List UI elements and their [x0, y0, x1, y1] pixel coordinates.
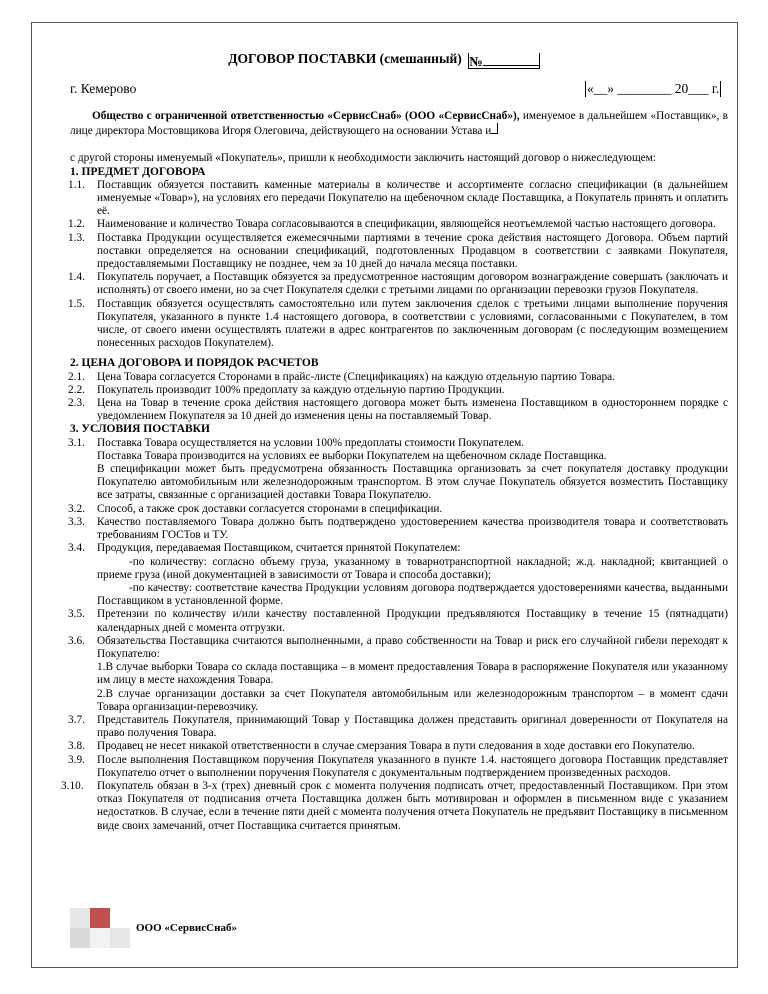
clause-number: 3.10.: [61, 779, 84, 792]
clause-number: 1.2.: [68, 218, 85, 231]
clause-number: 3.5.: [68, 608, 85, 621]
clause-text: Качество поставляемого Товара должно быть подтверждено удостоверением качества производителя товара и соответствовать требованиям ГОСТов и ТУ.: [97, 515, 728, 542]
clause-item: [70, 542, 728, 608]
section-heading: 1. ПРЕДМЕТ ДОГОВОРА: [70, 165, 206, 178]
clause-number: 1.3.: [68, 231, 85, 244]
contract-body: [61, 110, 728, 833]
logo-square-3: [70, 928, 90, 948]
sections-container: [61, 165, 728, 833]
contract-number-blank: [483, 53, 539, 66]
clause-indented-text: -по качеству: соответствие качества Продукции условиям договора подтверждается удостоверениями качества, выданными Поставщиком в установленной форме.: [97, 581, 728, 608]
clause-number: 3.2.: [68, 502, 85, 515]
clause-number: 1.5.: [68, 297, 85, 310]
city: г. Кемерово: [70, 81, 137, 96]
clause-item: [70, 503, 728, 516]
clause-subtext: В спецификации может быть предусмотрена обязанность Поставщика организовать за счет покупателя доставку продукции Покупателю автомобильным или железнодорожным транспортом. В этом случае Покупатель обязуется возместить Поставщику все затраты, связанные с организацией доставки Товара Покупателю.: [97, 463, 728, 502]
clause-subtext: 1.В случае выборки Товара со склада поставщика – в момент предоставления Товара в распоряжение Покупателя или указанному им лицу в месте нахождения Товара.: [97, 661, 728, 687]
contract-date: «__» ________ 20___ г.: [587, 81, 720, 96]
clause-item: [70, 754, 728, 780]
footer: [70, 908, 370, 948]
clause-item: [61, 779, 728, 833]
clause-text: Продукция, передаваемая Поставщиком, считается принятой Покупателем:: [97, 542, 461, 555]
intro-rest: именуемое в дальнейшем «Поставщик», в лице директора Мостовщикова Игоря Олеговича, действующего на основании Устава и: [70, 110, 728, 138]
clause-text: Представитель Покупателя, принимающий Товар у Поставщика должен представить оригинал доверенности от Покупателя на право получения Товара.: [97, 713, 728, 740]
clause-number: 3.8.: [68, 740, 85, 753]
clause-text: Поставка Продукции осуществляется ежемесячными партиями в течение срока действия настоящего Договора. Объем партий поставки определяется на основании спецификаций, подготовленных Продавцом в соответствии с заявками Покупателя, предоставляемыми Поставщику не позднее, чем за 10 дней до начала месяца поставки.: [97, 231, 728, 271]
clause-number: 3.1.: [68, 436, 85, 449]
clause-text: Продавец не несет никакой ответственности в случае смерзания Товара в пути следования в ходе доставки его Покупателю.: [97, 740, 695, 753]
clause-item: [70, 635, 728, 714]
clause-indented-text: -по количеству: согласно объему груза, указанному в товарнотранспортной накладной; ж.д. накладной; квитанцией о приеме груза (иной документацией в зависимости от Товара и способа доставки);: [97, 555, 728, 581]
clause-number: 2.3.: [68, 397, 85, 410]
clause-number: 3.3.: [68, 515, 85, 528]
number-label: №: [469, 54, 483, 69]
clause-subtext: 2.В случае организации доставки за счет Покупателя автомобильным или железнодорожным транспортом – в момент сдачи Товара организации-перевозчику.: [97, 687, 728, 713]
clause-text: Способ, а также срок доставки согласуется сторонами в спецификации.: [97, 502, 443, 515]
clause-number: 2.1.: [68, 370, 85, 383]
supplier-name: Общество с ограниченной ответственностью «СервисСнаб» (ООО «СервисСнаб»),: [92, 110, 520, 122]
clause-text: Претензии по количеству и/или качеству поставленной Продукции предъявляются Поставщику в течение 15 (пятнадцати) календарных дней с момента отгрузки.: [97, 608, 728, 634]
clause-item: [70, 516, 728, 542]
clause-item: [70, 271, 728, 297]
contract-number-box: [468, 53, 540, 69]
clause-item: [70, 608, 728, 634]
footer-company-name: ООО «СервисСнаб»: [136, 922, 237, 934]
clause-number: 3.4.: [68, 542, 85, 555]
clause-number: 2.2.: [68, 383, 85, 396]
clause-item: [70, 232, 728, 272]
clause-number: 3.6.: [68, 634, 85, 647]
clause-subtext: Поставка Товара производится на условиях ее выборки Покупателем на щебеночном складе Поставщика.: [97, 449, 607, 462]
clause-item: [70, 714, 728, 740]
clause-number: 3.7.: [68, 713, 85, 726]
clause-text: Поставка Товара осуществляется на условии 100% предоплаты стоимости Покупателем.: [97, 436, 525, 449]
clause-item: [70, 384, 728, 397]
clause-text: После выполнения Поставщиком поручения Покупателя указанного в пункте 1.4. настоящего договора Поставщик представляет Покупателю отчет о выполнении поручения Покупателя с документальным подтверждением произведенных расходов.: [97, 753, 728, 779]
clause-item: [70, 298, 728, 351]
clause-text: Цена на Товар в течение срока действия настоящего договора может быть изменена Поставщиком в одностороннем порядке с уведомлением Покупателя за 10 дней до изменения цены на поставляемый Товар.: [97, 397, 728, 423]
second-party-paragraph: с другой стороны именуемый «Покупатель», пришли к необходимости заключить настоящий договор о нижеследующем:: [70, 152, 656, 165]
intro-paragraph: [70, 110, 728, 138]
logo-square-1: [70, 908, 90, 928]
logo-square-2: [90, 908, 110, 928]
clause-item: [70, 740, 728, 753]
clause-item: [70, 371, 728, 384]
clause-number: 1.4.: [68, 271, 85, 284]
clause-number: 1.1.: [68, 178, 85, 191]
clause-item: [70, 397, 728, 423]
clause-text: Покупатель производит 100% предоплату за каждую отдельную партию Продукции.: [97, 383, 505, 396]
clause-text: Покупатель обязан в 3-х (трех) дневный срок с момента получения подписать отчет, предоставленный Поставщиком. При этом отказ Покупателя от подписания отчета Поставщика должен быть мотивирован и оформлен в письменном виде с указанием недостатков. В случае, если в течение пяти дней с момента получения отчета Покупатель не предъявит Поставщику в письменном виде своих замечаний, отчет Поставщика считается принятым.: [97, 779, 728, 832]
clause-text: Наименование и количество Товара согласовываются в спецификации, являющейся неотъемлемой частью настоящего договора.: [97, 218, 716, 231]
clause-text: Поставщик обязуется осуществлять самостоятельно или путем заключения сделок с третьими лицами выполнение поручения Покупателя, указанного в пункте 1.4 настоящего договора, в соответствии с условиями, согласованными с Покупателем, в том числе, от своего имени осуществлять платежи в адрес контрагентов по заключенным договорам (с последующим возмещением понесенных расходов Покупателем).: [97, 297, 728, 350]
clause-text: Цена Товара согласуется Сторонами в прайс-листе (Спецификациях) на каждую отдельную партию Товара.: [97, 370, 615, 383]
section-heading: 3. УСЛОВИЯ ПОСТАВКИ: [70, 423, 210, 436]
clause-text: Обязательства Поставщика считаются выполненными, а право собственности на Товар и риск его случайной гибели переходят к Покупателю:: [97, 634, 728, 660]
clause-item: [70, 179, 728, 219]
logo-square-4: [90, 928, 110, 948]
section-heading: 2. ЦЕНА ДОГОВОРА И ПОРЯДОК РАСЧЕТОВ: [70, 357, 319, 370]
title-text: ДОГОВОР ПОСТАВКИ (смешанный): [228, 51, 462, 66]
clause-text: Покупатель поручает, а Поставщик обязуется за предусмотренное настоящим договором вознаграждение совершать (заключать и исполнять) от своего имени, но за счет Покупателя сделки с третьими лицами по организации перевозки грузов Покупателя.: [97, 271, 728, 297]
clause-item: [70, 437, 728, 503]
clause-text: Поставщик обязуется поставить каменные материалы в количестве и ассортименте согласно спецификации (в дальнейшем именуемые «Товар»), на условиях его передачи Покупателю на щебеночном складе Поставщика, а Покупатель принять и оплатить её.: [97, 178, 728, 218]
logo-square-5: [110, 928, 130, 948]
clause-item: [70, 218, 728, 231]
document-title: [0, 51, 768, 69]
clause-number: 3.9.: [68, 753, 85, 766]
